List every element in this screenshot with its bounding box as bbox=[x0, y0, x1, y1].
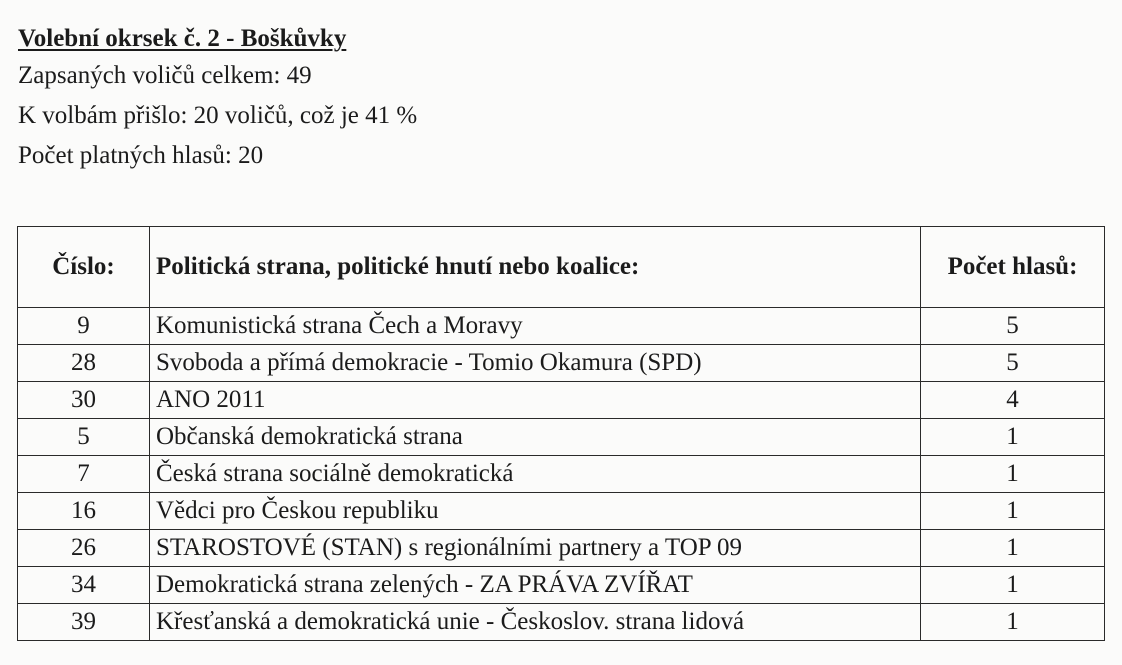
party-name-cell: Demokratická strana zelených - ZA PRÁVA ZVÍŘAT bbox=[150, 567, 921, 604]
party-name-cell: Česká strana sociálně demokratická bbox=[150, 456, 921, 493]
votes-cell: 1 bbox=[921, 456, 1105, 493]
table-row bbox=[18, 567, 1105, 604]
district-header bbox=[18, 22, 417, 176]
table-row bbox=[18, 345, 1105, 382]
votes-cell: 5 bbox=[921, 308, 1105, 345]
party-number-cell: 30 bbox=[18, 382, 150, 419]
table-row bbox=[18, 456, 1105, 493]
votes-cell: 1 bbox=[921, 604, 1105, 641]
table-row bbox=[18, 530, 1105, 567]
party-number-cell: 39 bbox=[18, 604, 150, 641]
district-title: Volební okrsek č. 2 - Boškůvky bbox=[18, 25, 347, 52]
party-name-cell: Vědci pro Českou republiku bbox=[150, 493, 921, 530]
votes-cell: 1 bbox=[921, 493, 1105, 530]
party-name-cell: Křesťanská a demokratická unie - Českoslov. strana lidová bbox=[150, 604, 921, 641]
party-number-cell: 16 bbox=[18, 493, 150, 530]
column-header-party: Politická strana, politické hnutí nebo koalice: bbox=[150, 227, 921, 308]
party-number-cell: 34 bbox=[18, 567, 150, 604]
party-name-cell: ANO 2011 bbox=[150, 382, 921, 419]
table-row bbox=[18, 308, 1105, 345]
votes-cell: 1 bbox=[921, 530, 1105, 567]
votes-cell: 5 bbox=[921, 345, 1105, 382]
table-row bbox=[18, 493, 1105, 530]
valid-votes: Počet platných hlasů: 20 bbox=[18, 142, 264, 169]
party-number-cell: 5 bbox=[18, 419, 150, 456]
votes-cell: 1 bbox=[921, 419, 1105, 456]
party-number-cell: 28 bbox=[18, 345, 150, 382]
party-number-cell: 26 bbox=[18, 530, 150, 567]
registered-voters: Zapsaných voličů celkem: 49 bbox=[18, 62, 312, 89]
column-header-votes: Počet hlasů: bbox=[921, 227, 1105, 308]
results-table bbox=[17, 226, 1105, 641]
table-row bbox=[18, 419, 1105, 456]
table-row bbox=[18, 382, 1105, 419]
table-row bbox=[18, 604, 1105, 641]
party-name-cell: Svoboda a přímá demokracie - Tomio Okamura (SPD) bbox=[150, 345, 921, 382]
party-number-cell: 7 bbox=[18, 456, 150, 493]
party-name-cell: Občanská demokratická strana bbox=[150, 419, 921, 456]
votes-cell: 4 bbox=[921, 382, 1105, 419]
column-header-number: Číslo: bbox=[18, 227, 150, 308]
table-header-row bbox=[18, 227, 1105, 308]
party-number-cell: 9 bbox=[18, 308, 150, 345]
turnout: K volbám přišlo: 20 voličů, což je 41 % bbox=[18, 102, 418, 129]
party-name-cell: STAROSTOVÉ (STAN) s regionálními partnery a TOP 09 bbox=[150, 530, 921, 567]
votes-cell: 1 bbox=[921, 567, 1105, 604]
party-name-cell: Komunistická strana Čech a Moravy bbox=[150, 308, 921, 345]
